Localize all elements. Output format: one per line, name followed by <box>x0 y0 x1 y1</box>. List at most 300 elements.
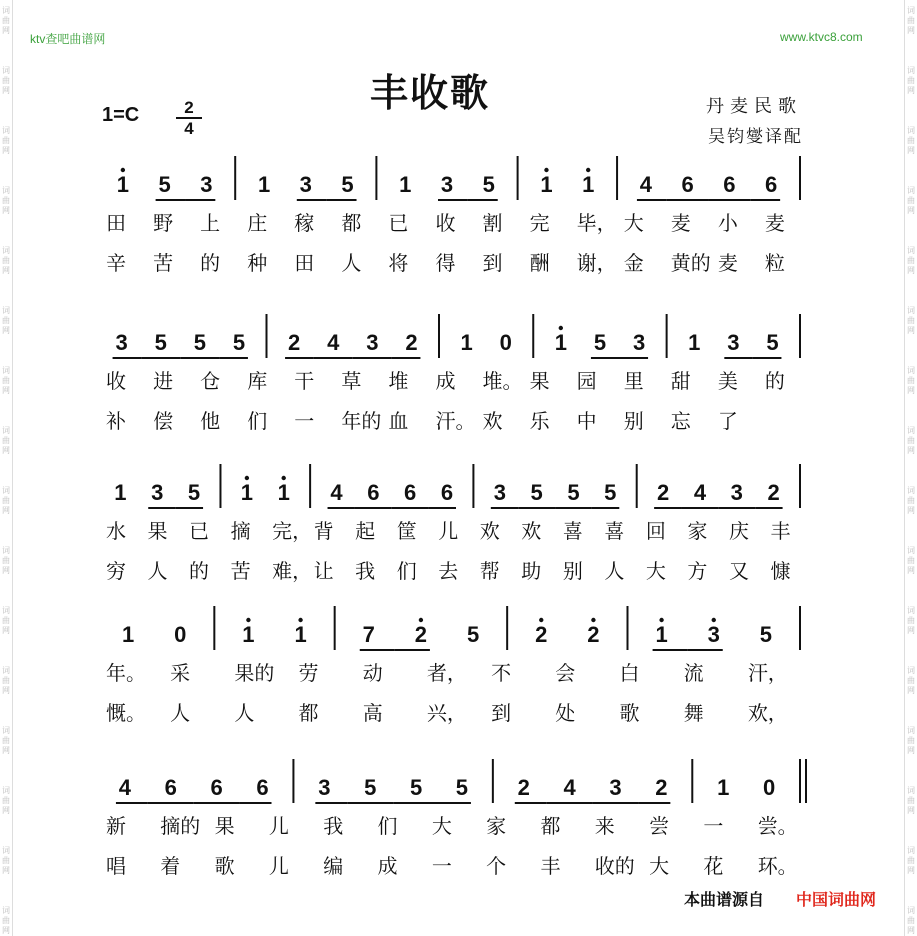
note: 2 <box>655 775 668 800</box>
watermark-glyph: 词 <box>2 6 10 15</box>
watermark-glyph: 网 <box>907 326 915 335</box>
lyric-syllable: 偿 <box>153 409 174 433</box>
lyric-syllable: 成 <box>377 854 398 878</box>
watermark-glyph: 网 <box>2 866 10 875</box>
lyric-syllable: 新 <box>106 814 126 838</box>
lyric-syllable: 编 <box>323 854 344 878</box>
lyric-syllable: 流 <box>683 661 704 685</box>
octave-dot <box>544 168 548 172</box>
lyric-syllable: 种 <box>247 251 268 275</box>
watermark-glyph: 曲 <box>907 496 915 505</box>
watermark-glyph: 曲 <box>2 736 10 745</box>
watermark-glyph: 曲 <box>907 316 915 325</box>
watermark-glyph: 曲 <box>907 76 915 85</box>
lyric-syllable: 欢 <box>482 409 503 433</box>
lyric-syllable: 别 <box>623 409 644 433</box>
note: 2 <box>517 775 530 800</box>
lyric-syllable: 来 <box>594 814 615 838</box>
lyric-syllable: 尝。 <box>757 814 798 838</box>
watermark-glyph: 词 <box>2 306 10 315</box>
lyric-syllable: 甜 <box>670 369 691 393</box>
note: 6 <box>440 480 454 505</box>
watermark-glyph: 网 <box>2 806 10 815</box>
watermark-glyph: 曲 <box>907 856 915 865</box>
watermark-glyph: 词 <box>2 846 10 855</box>
lyric-syllable: 汗。 <box>435 409 476 433</box>
lyric-syllable: 汗， <box>747 661 788 685</box>
watermark-glyph: 曲 <box>2 316 10 325</box>
octave-dot <box>246 618 250 622</box>
watermark-glyph: 网 <box>907 626 915 635</box>
lyric-syllable: 稼 <box>294 211 315 235</box>
lyric-syllable: 起 <box>355 519 376 543</box>
lyric-syllable: 麦 <box>670 211 691 235</box>
lyric-syllable: 麦 <box>764 211 785 235</box>
watermark-glyph: 词 <box>2 246 10 255</box>
octave-dot <box>659 618 663 622</box>
lyric-syllable: 唱 <box>106 854 126 878</box>
watermark-glyph: 曲 <box>907 16 915 25</box>
note: 0 <box>174 622 187 647</box>
lyric-syllable: 背 <box>313 519 334 543</box>
watermark-glyph: 网 <box>907 266 915 275</box>
lyric-syllable: 果 <box>529 369 550 393</box>
watermark-glyph: 网 <box>2 326 10 335</box>
watermark-glyph: 词 <box>907 606 915 615</box>
watermark-glyph: 曲 <box>2 676 10 685</box>
watermark-glyph: 曲 <box>2 196 10 205</box>
note: 5 <box>232 330 246 355</box>
watermark-glyph: 网 <box>907 26 915 35</box>
lyric-syllable: 酬 <box>529 251 550 275</box>
watermark-glyph: 词 <box>907 366 915 375</box>
song-title: 丰收歌 <box>370 71 491 115</box>
time-signature-top: 2 <box>176 98 202 119</box>
note: 4 <box>327 330 340 355</box>
watermark-glyph: 曲 <box>907 616 915 625</box>
lyric-syllable: 动 <box>362 661 383 685</box>
note: 1 <box>116 172 129 197</box>
watermark-glyph: 曲 <box>2 436 10 445</box>
watermark-glyph: 网 <box>2 626 10 635</box>
lyric-syllable: 人 <box>147 559 168 583</box>
lyric-syllable: 完， <box>272 519 313 543</box>
note: 6 <box>210 775 223 800</box>
lyric-syllable: 欢 <box>479 519 500 543</box>
watermark-glyph: 网 <box>2 686 10 695</box>
lyric-syllable: 补 <box>106 409 126 433</box>
watermark-glyph: 词 <box>907 246 915 255</box>
watermark-glyph: 词 <box>907 906 915 915</box>
lyric-syllable: 个 <box>486 854 507 878</box>
note: 6 <box>681 172 694 197</box>
lyric-syllable: 别 <box>562 559 583 583</box>
lyric-syllable: 的 <box>189 559 210 583</box>
watermark-glyph: 曲 <box>907 436 915 445</box>
watermark-glyph: 词 <box>907 486 915 495</box>
lyric-syllable: 劳 <box>298 661 319 685</box>
lyric-syllable: 采 <box>170 661 191 685</box>
watermark-glyph: 曲 <box>2 16 10 25</box>
lyric-syllable: 血 <box>388 409 409 433</box>
note: 1 <box>554 330 567 355</box>
note: 1 <box>399 172 412 197</box>
lyric-syllable: 苦 <box>153 251 174 275</box>
lyric-syllable: 完 <box>529 211 550 235</box>
watermark-glyph: 词 <box>2 546 10 555</box>
lyric-syllable: 库 <box>247 369 268 393</box>
lyric-syllable: 庄 <box>247 211 268 235</box>
lyric-syllable: 花 <box>703 854 724 878</box>
credit-origin: 丹麦民歌 <box>706 96 802 117</box>
lyric-syllable: 年的 <box>341 409 382 433</box>
note: 3 <box>707 622 720 647</box>
note: 1 <box>257 172 271 197</box>
lyric-syllable: 去 <box>438 559 459 583</box>
key-signature: 1=C <box>102 104 140 126</box>
watermark-glyph: 词 <box>907 66 915 75</box>
lyric-syllable: 儿 <box>268 814 289 838</box>
note: 5 <box>759 622 773 647</box>
lyric-syllable: 一 <box>431 854 452 878</box>
site-url-right[interactable]: www.ktvc8.com <box>780 30 863 44</box>
watermark-glyph: 网 <box>2 926 10 935</box>
note: 5 <box>193 330 206 355</box>
note: 2 <box>587 622 600 647</box>
watermark-glyph: 曲 <box>907 256 915 265</box>
watermark-glyph: 网 <box>2 446 10 455</box>
lyric-syllable: 人 <box>604 559 625 583</box>
footer-site-link[interactable]: 中国词曲网 <box>796 890 877 909</box>
note: 2 <box>287 330 301 355</box>
lyric-syllable: 我 <box>323 814 344 838</box>
note: 1 <box>277 480 290 505</box>
note: 6 <box>367 480 380 505</box>
lyric-syllable: 儿 <box>438 519 459 543</box>
note: 2 <box>405 330 418 355</box>
note: 1 <box>294 622 307 647</box>
watermark-glyph: 网 <box>2 86 10 95</box>
octave-dot <box>559 326 563 330</box>
note: 2 <box>767 480 780 505</box>
lyric-syllable: 欢， <box>747 701 788 725</box>
note: 1 <box>688 330 701 355</box>
note: 3 <box>730 480 743 505</box>
watermark-glyph: 网 <box>907 686 915 695</box>
note: 5 <box>187 480 201 505</box>
watermark-glyph: 网 <box>2 26 10 35</box>
footer-source-label: 本曲谱源自 <box>684 890 765 909</box>
watermark-glyph: 曲 <box>2 136 10 145</box>
lyric-syllable: 得 <box>435 251 456 275</box>
lyric-syllable: 家 <box>486 814 507 838</box>
note: 3 <box>440 172 454 197</box>
lyric-syllable: 堆 <box>388 369 409 393</box>
lyric-syllable: 成 <box>435 369 456 393</box>
note: 0 <box>499 330 512 355</box>
note: 5 <box>364 775 377 800</box>
lyric-syllable: 穷 <box>106 559 126 583</box>
lyric-syllable: 歌 <box>619 701 640 725</box>
note: 1 <box>114 480 127 505</box>
watermark-glyph: 网 <box>907 806 915 815</box>
watermark-glyph: 网 <box>907 566 915 575</box>
lyric-syllable: 喜 <box>562 519 583 543</box>
note: 5 <box>567 480 580 505</box>
lyric-syllable: 水 <box>106 519 126 543</box>
lyric-syllable: 筐 <box>396 519 417 543</box>
lyric-syllable: 高 <box>362 701 383 725</box>
watermark-glyph: 曲 <box>907 916 915 925</box>
note: 1 <box>121 622 135 647</box>
lyric-syllable: 园 <box>576 369 597 393</box>
lyric-syllable: 摘的 <box>160 814 201 838</box>
lyric-syllable: 们 <box>396 559 417 583</box>
lyric-syllable: 小 <box>717 211 738 235</box>
watermark-glyph: 词 <box>2 606 10 615</box>
note: 2 <box>414 622 428 647</box>
note: 4 <box>330 480 343 505</box>
watermark-glyph: 曲 <box>907 196 915 205</box>
watermark-glyph: 词 <box>2 666 10 675</box>
watermark-glyph: 曲 <box>907 736 915 745</box>
note: 2 <box>535 622 548 647</box>
lyric-syllable: 将 <box>388 251 409 275</box>
note: 4 <box>118 775 132 800</box>
lyric-syllable: 毕， <box>576 211 617 235</box>
lyric-syllable: 都 <box>298 701 319 725</box>
watermark-glyph: 词 <box>2 186 10 195</box>
watermark-glyph: 网 <box>2 566 10 575</box>
lyric-syllable: 的 <box>764 369 785 393</box>
lyric-syllable: 不 <box>491 661 512 685</box>
watermark-glyph: 曲 <box>2 616 10 625</box>
lyric-syllable: 又 <box>728 559 749 583</box>
lyric-syllable: 一 <box>703 814 724 838</box>
lyric-syllable: 摘 <box>230 519 251 543</box>
octave-dot <box>282 476 286 480</box>
watermark-glyph: 网 <box>907 866 915 875</box>
note: 5 <box>409 775 423 800</box>
lyric-syllable: 金 <box>623 251 644 275</box>
lyric-syllable: 辛 <box>106 251 126 275</box>
note: 5 <box>530 480 543 505</box>
lyric-syllable: 喜 <box>604 519 625 543</box>
lyric-syllable: 欢 <box>521 519 542 543</box>
site-name-left[interactable]: ktv查吧曲谱网 <box>30 32 106 46</box>
note: 3 <box>299 172 312 197</box>
lyric-syllable: 人 <box>170 701 191 725</box>
lyric-syllable: 收的 <box>594 854 635 878</box>
watermark-glyph: 网 <box>2 266 10 275</box>
lyric-syllable: 乐 <box>529 409 550 433</box>
watermark-glyph: 曲 <box>907 376 915 385</box>
lyric-syllable: 上 <box>200 211 221 235</box>
lyric-syllable: 儿 <box>268 854 289 878</box>
watermark-glyph: 网 <box>2 506 10 515</box>
watermark-glyph: 词 <box>2 366 10 375</box>
watermark-glyph: 网 <box>907 446 915 455</box>
note: 1 <box>655 622 668 647</box>
lyric-syllable: 我 <box>355 559 376 583</box>
note: 1 <box>540 172 553 197</box>
note: 5 <box>154 330 167 355</box>
note: 0 <box>762 775 776 800</box>
lyric-syllable: 麦 <box>717 251 738 275</box>
watermark-glyph: 词 <box>2 66 10 75</box>
note: 5 <box>466 622 480 647</box>
lyric-syllable: 大 <box>623 211 644 235</box>
watermark-glyph: 曲 <box>2 376 10 385</box>
watermark-glyph: 曲 <box>2 856 10 865</box>
lyric-syllable: 兴， <box>426 701 467 725</box>
watermark-glyph: 曲 <box>907 556 915 565</box>
lyric-syllable: 白 <box>619 661 640 685</box>
watermark-glyph: 词 <box>907 726 915 735</box>
note: 3 <box>366 330 379 355</box>
octave-dot <box>586 168 590 172</box>
lyric-syllable: 收 <box>106 369 126 393</box>
lyric-syllable: 者， <box>426 661 467 685</box>
watermark-glyph: 曲 <box>2 256 10 265</box>
note: 5 <box>455 775 469 800</box>
watermark-glyph: 词 <box>2 726 10 735</box>
lyric-syllable: 苦 <box>230 559 251 583</box>
watermark-glyph: 网 <box>2 146 10 155</box>
watermark-glyph: 词 <box>2 786 10 795</box>
lyric-syllable: 进 <box>153 369 174 393</box>
octave-dot <box>298 618 302 622</box>
lyric-syllable: 都 <box>341 211 362 235</box>
note: 1 <box>582 172 595 197</box>
time-signature-bottom: 4 <box>184 119 194 138</box>
note: 3 <box>318 775 331 800</box>
lyric-syllable: 割 <box>482 211 503 235</box>
watermark-glyph: 网 <box>907 146 915 155</box>
lyric-syllable: 已 <box>189 519 210 543</box>
watermark-glyph: 网 <box>907 506 915 515</box>
watermark-glyph: 曲 <box>907 136 915 145</box>
lyric-syllable: 干 <box>294 369 315 393</box>
note: 3 <box>493 480 506 505</box>
lyric-syllable: 中 <box>576 409 597 433</box>
watermark-glyph: 曲 <box>2 916 10 925</box>
octave-dot <box>121 168 125 172</box>
lyric-syllable: 歌 <box>214 854 235 878</box>
lyric-syllable: 年。 <box>106 661 146 685</box>
note: 6 <box>164 775 177 800</box>
watermark-glyph: 网 <box>907 386 915 395</box>
watermark-glyph: 词 <box>907 666 915 675</box>
lyric-syllable: 粒 <box>764 251 785 275</box>
note: 2 <box>656 480 670 505</box>
lyric-syllable: 堆。 <box>482 369 523 393</box>
note: 3 <box>609 775 622 800</box>
lyric-syllable: 田 <box>294 251 315 275</box>
lyric-syllable: 人 <box>341 251 362 275</box>
note: 3 <box>727 330 740 355</box>
lyric-syllable: 们 <box>377 814 398 838</box>
lyric-syllable: 慷 <box>770 559 791 583</box>
lyric-syllable: 的 <box>200 251 221 275</box>
watermark-glyph: 词 <box>907 786 915 795</box>
lyric-syllable: 黄的 <box>670 251 711 275</box>
lyric-syllable: 难， <box>272 559 313 583</box>
note: 3 <box>115 330 128 355</box>
lyric-syllable: 仓 <box>200 369 221 393</box>
lyric-syllable: 大 <box>649 854 670 878</box>
watermark-glyph: 网 <box>2 206 10 215</box>
watermark-glyph: 曲 <box>907 796 915 805</box>
note: 1 <box>460 330 473 355</box>
lyric-syllable: 已 <box>388 211 409 235</box>
octave-dot <box>245 476 249 480</box>
note: 6 <box>256 775 269 800</box>
watermark-glyph: 词 <box>2 906 10 915</box>
watermark-glyph: 词 <box>2 426 10 435</box>
note: 3 <box>151 480 164 505</box>
note: 4 <box>639 172 653 197</box>
note: 6 <box>765 172 778 197</box>
lyric-syllable: 忘 <box>670 409 691 433</box>
lyric-syllable: 都 <box>540 814 561 838</box>
watermark-glyph: 曲 <box>2 796 10 805</box>
watermark-glyph: 网 <box>907 926 915 935</box>
note: 5 <box>593 330 607 355</box>
watermark-glyph: 词 <box>907 306 915 315</box>
watermark-glyph: 网 <box>2 386 10 395</box>
lyric-syllable: 丰 <box>770 519 791 543</box>
watermark-glyph: 词 <box>2 126 10 135</box>
credit-arranger: 吴钧燮译配 <box>708 127 803 147</box>
watermark-glyph: 词 <box>907 126 915 135</box>
lyric-syllable: 了 <box>717 409 738 433</box>
note: 5 <box>766 330 779 355</box>
lyric-syllable: 谢， <box>576 251 617 275</box>
lyric-syllable: 果的 <box>234 661 275 685</box>
note: 4 <box>563 775 576 800</box>
watermark-glyph: 网 <box>907 86 915 95</box>
lyric-syllable: 回 <box>645 519 666 543</box>
lyric-syllable: 尝 <box>649 814 670 838</box>
lyric-syllable: 草 <box>341 369 362 393</box>
watermark-glyph: 词 <box>907 6 915 15</box>
lyric-syllable: 舞 <box>683 701 704 725</box>
lyric-syllable: 着 <box>160 854 181 878</box>
lyric-syllable: 助 <box>521 559 542 583</box>
lyric-syllable: 果 <box>147 519 168 543</box>
lyric-syllable: 庆 <box>728 519 749 543</box>
watermark-glyph: 词 <box>907 846 915 855</box>
note: 1 <box>717 775 730 800</box>
lyric-syllable: 环。 <box>757 854 798 878</box>
note: 1 <box>240 480 254 505</box>
lyric-syllable: 收 <box>435 211 456 235</box>
lyric-syllable: 大 <box>431 814 452 838</box>
watermark-glyph: 曲 <box>2 556 10 565</box>
watermark-glyph: 网 <box>907 206 915 215</box>
watermark-glyph: 曲 <box>907 676 915 685</box>
lyric-syllable: 家 <box>687 519 708 543</box>
octave-dot <box>419 618 423 622</box>
lyric-syllable: 野 <box>153 211 174 235</box>
lyric-syllable: 让 <box>313 559 334 583</box>
lyric-syllable: 他 <box>200 409 221 433</box>
note: 3 <box>632 330 646 355</box>
octave-dot <box>712 618 716 622</box>
note: 5 <box>158 172 171 197</box>
note: 6 <box>723 172 736 197</box>
